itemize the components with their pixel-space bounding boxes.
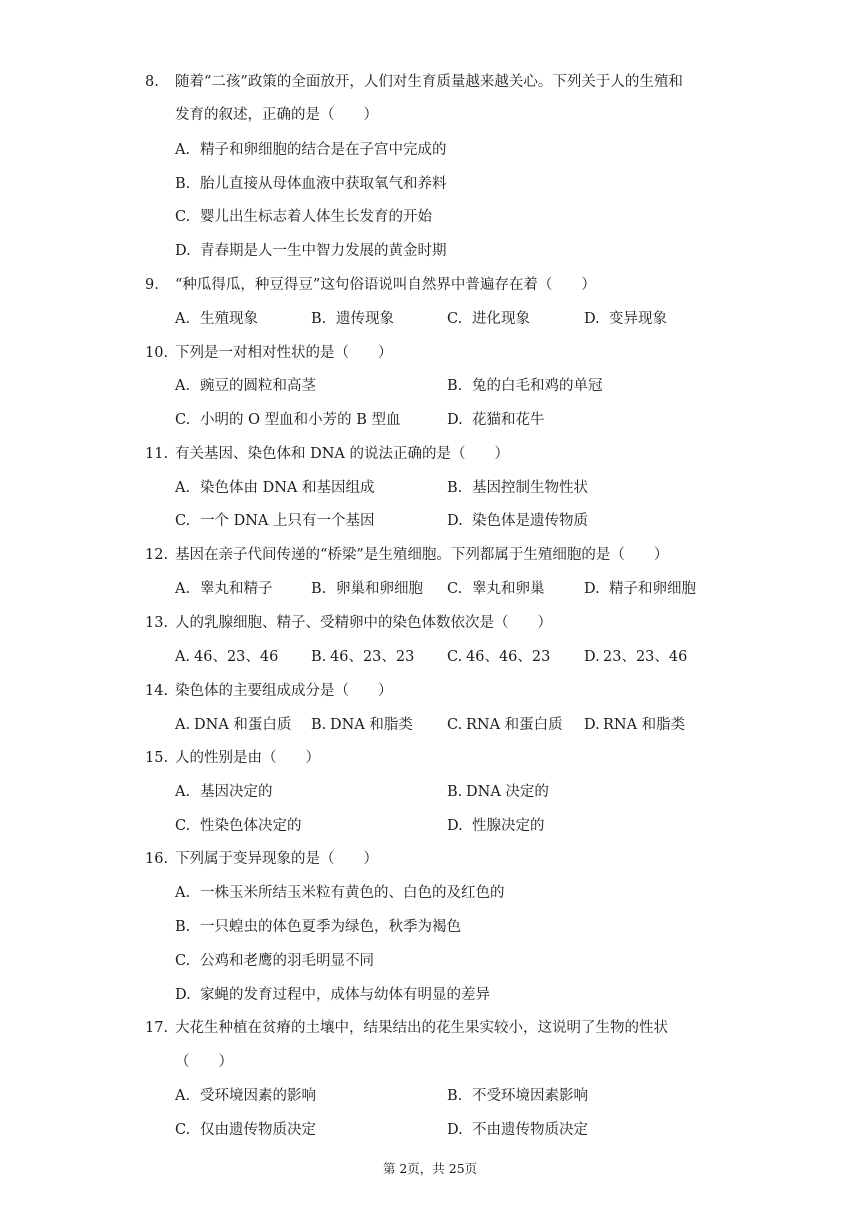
option-letter: B. [311, 717, 327, 733]
option-text: 一个 DNA 上只有一个基因 [200, 513, 375, 529]
option-letter: B. [447, 1088, 463, 1104]
option-text: 生殖现象 [200, 311, 258, 327]
option-text: 遗传现象 [336, 311, 394, 327]
question-number: 16. [145, 851, 169, 867]
option-text: 性腺决定的 [472, 818, 545, 834]
option-letter: B. [447, 378, 463, 394]
option-letter: C. [447, 717, 463, 733]
option-text: 受环境因素的影响 [200, 1088, 316, 1104]
option-text: 基因决定的 [200, 784, 273, 800]
option-text: 精子和卵细胞的结合是在子宫中完成的 [200, 142, 447, 158]
option-text: 染色体是遗传物质 [472, 513, 588, 529]
option-letter: C. [175, 818, 191, 834]
option-text: 性染色体决定的 [200, 818, 302, 834]
question-number: 12. [145, 547, 169, 563]
question-number: 10. [145, 345, 169, 361]
question-number: 14. [145, 683, 169, 699]
option-text: 卵巢和卵细胞 [336, 581, 423, 597]
option-text: 小明的 O 型血和小芳的 B 型血 [200, 412, 401, 428]
question-stem: 随着“二孩”政策的全面放开，人们对生育质量越来越关心。下列关于人的生殖和 [175, 74, 683, 90]
option-letter: C. [447, 581, 463, 597]
option-text: 不由遗传物质决定 [472, 1122, 588, 1138]
question-number: 13. [145, 615, 169, 631]
question-stem: 染色体的主要组成成分是（ ） [175, 683, 393, 699]
option-letter: D. [175, 243, 191, 259]
option-letter: A. [175, 142, 191, 158]
option-text: 睾丸和卵巢 [472, 581, 545, 597]
option-text: 兔的白毛和鸡的单冠 [472, 378, 603, 394]
option-letter: C. [175, 209, 191, 225]
option-letter: D. [584, 581, 600, 597]
option-letter: C. [447, 311, 463, 327]
option-letter: B. [175, 919, 191, 935]
option-letter: A. [175, 581, 191, 597]
option-letter: A. [175, 885, 191, 901]
option-letter: B. [447, 784, 463, 800]
option-text: 不受环境因素影响 [472, 1088, 588, 1104]
option-text: DNA 决定的 [466, 784, 549, 800]
option-text: 胎儿直接从母体血液中获取氧气和养料 [200, 176, 447, 192]
option-letter: A. [175, 1088, 191, 1104]
option-letter: A. [175, 480, 191, 496]
option-letter: D. [175, 987, 191, 1003]
option-text: 变异现象 [609, 311, 667, 327]
question-stem: 有关基因、染色体和 DNA 的说法正确的是（ ） [175, 446, 510, 462]
option-letter: D. [447, 1122, 463, 1138]
question-stem: 人的乳腺细胞、精子、受精卵中的染色体数依次是（ ） [175, 615, 552, 631]
question-number: 8. [145, 74, 159, 90]
option-letter: C. [175, 513, 191, 529]
option-letter: B. [311, 649, 327, 665]
question-number: 11. [145, 446, 169, 462]
option-letter: A. [175, 649, 191, 665]
option-letter: C. [175, 953, 191, 969]
option-text: DNA 和蛋白质 [194, 717, 292, 733]
option-text: 一株玉米所结玉米粒有黄色的、白色的及红色的 [200, 885, 505, 901]
option-text: 豌豆的圆粒和高茎 [200, 378, 316, 394]
question-number: 17. [145, 1020, 169, 1036]
question-stem: 人的性别是由（ ） [175, 750, 320, 766]
option-text: RNA 和脂类 [603, 717, 686, 733]
option-text: 46、46、23 [466, 649, 551, 665]
option-letter: A. [175, 378, 191, 394]
option-letter: D. [447, 513, 463, 529]
option-letter: D. [584, 717, 600, 733]
question-stem: “种瓜得瓜，种豆得豆”这句俗语说叫自然界中普遍存在着（ ） [175, 277, 596, 293]
option-text: 睾丸和精子 [200, 581, 273, 597]
option-letter: D. [447, 818, 463, 834]
option-text: 花猫和花牛 [472, 412, 545, 428]
option-letter: B. [311, 581, 327, 597]
option-letter: A. [175, 311, 191, 327]
option-text: 家蝇的发育过程中，成体与幼体有明显的差异 [200, 987, 490, 1003]
option-text: 精子和卵细胞 [609, 581, 696, 597]
option-letter: C. [447, 649, 463, 665]
option-letter: D. [584, 311, 600, 327]
question-number: 9. [145, 277, 159, 293]
question-stem: 大花生种植在贫瘠的土壤中，结果结出的花生果实较小，这说明了生物的性状 [175, 1020, 668, 1036]
question-stem: 发育的叙述，正确的是（ ） [175, 107, 378, 123]
option-letter: A. [175, 717, 191, 733]
option-letter: C. [175, 412, 191, 428]
option-letter: C. [175, 1122, 191, 1138]
option-text: 公鸡和老鹰的羽毛明显不同 [200, 953, 374, 969]
question-stem: 下列是一对相对性状的是（ ） [175, 345, 393, 361]
option-text: 46、23、46 [194, 649, 279, 665]
option-letter: D. [447, 412, 463, 428]
option-text: RNA 和蛋白质 [466, 717, 563, 733]
option-text: 23、23、46 [603, 649, 688, 665]
option-text: 46、23、23 [330, 649, 415, 665]
option-text: 青春期是人一生中智力发展的黄金时期 [200, 243, 447, 259]
option-text: 婴儿出生标志着人体生长发育的开始 [200, 209, 432, 225]
option-text: 基因控制生物性状 [472, 480, 588, 496]
option-letter: B. [447, 480, 463, 496]
option-text: DNA 和脂类 [330, 717, 413, 733]
option-text: 仅由遗传物质决定 [200, 1122, 316, 1138]
option-letter: B. [175, 176, 191, 192]
page-footer: 第 2页，共 25页 [382, 1161, 478, 1176]
question-stem: 基因在亲子代间传递的“桥梁”是生殖细胞。下列都属于生殖细胞的是（ ） [175, 547, 669, 563]
option-text: 染色体由 DNA 和基因组成 [200, 480, 375, 496]
option-text: 进化现象 [472, 311, 530, 327]
option-text: 一只蝗虫的体色夏季为绿色，秋季为褐色 [200, 919, 461, 935]
question-stem: （ ） [175, 1054, 233, 1070]
option-letter: B. [311, 311, 327, 327]
option-letter: D. [584, 649, 600, 665]
option-letter: A. [175, 784, 191, 800]
question-stem: 下列属于变异现象的是（ ） [175, 851, 378, 867]
question-number: 15. [145, 750, 169, 766]
